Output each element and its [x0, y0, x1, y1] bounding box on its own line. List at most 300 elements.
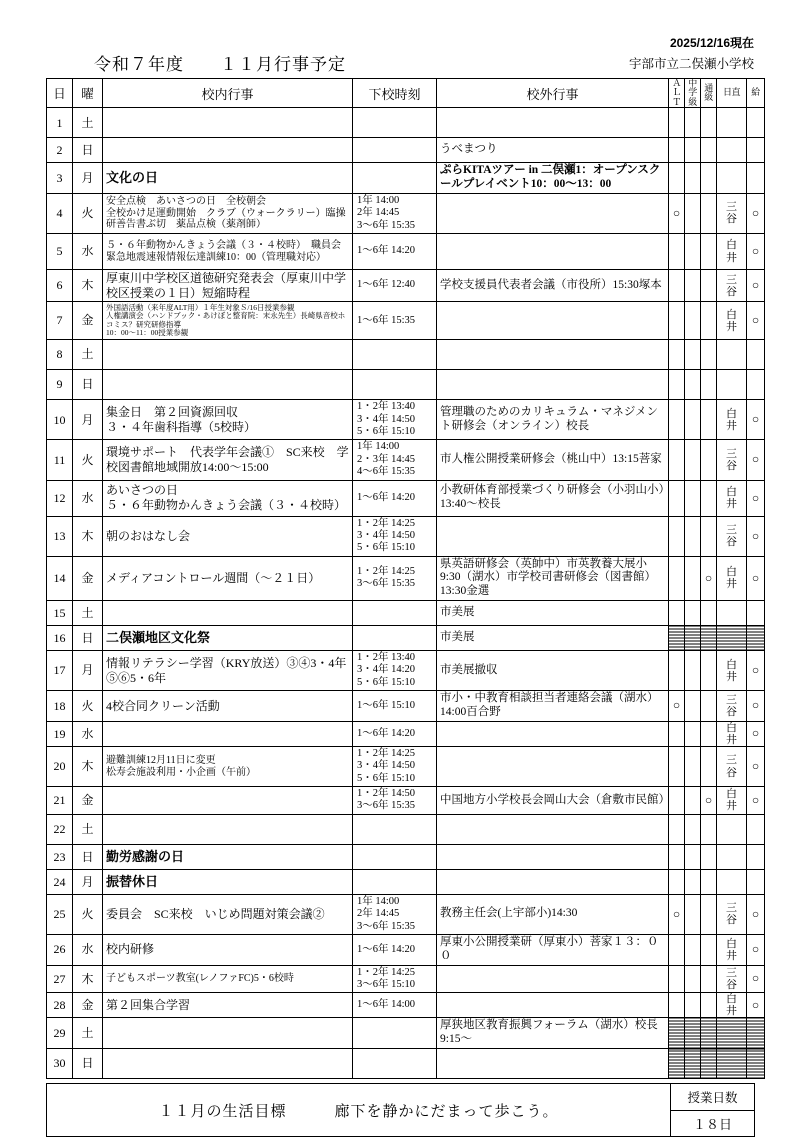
- cell-kyu-text: ○: [751, 490, 760, 505]
- cell-alt: [669, 601, 685, 626]
- cell-kyu-text: ○: [751, 528, 760, 543]
- cell-day-text: 21: [53, 793, 66, 808]
- cell-kyu: [747, 993, 765, 1018]
- cell-day: [47, 516, 73, 556]
- cell-dismissal-time-text: 1・2年 14:50 3〜6年 15:35: [357, 788, 416, 812]
- cell-mid: [685, 234, 701, 270]
- cell-day: [47, 814, 73, 844]
- cell-alt: [669, 370, 685, 400]
- col-time: 下校時刻: [353, 79, 437, 108]
- cell-kyu: [747, 480, 765, 516]
- cell-inside-event-text: 勤労感謝の日: [106, 848, 185, 864]
- cell-dow-text: 土: [81, 1025, 94, 1040]
- cell-nit: [717, 1049, 747, 1079]
- cell-kyu: [747, 516, 765, 556]
- cell-inside-event-text: メディアコントロール週間（〜２１日）: [106, 571, 321, 586]
- cell-day: [47, 894, 73, 934]
- cell-nit-text: 三 谷: [726, 902, 737, 927]
- cell-inside-event-text: 第２回集合学習: [106, 998, 191, 1013]
- cell-outside-event: [437, 993, 669, 1018]
- cell-dow-text: 日: [81, 1056, 94, 1071]
- cell-nit: [717, 163, 747, 194]
- cell-outside-event-text: 厚東小公開授業研（厚東小）菩家１３：００: [440, 935, 659, 962]
- cell-inside-event-text: [103, 354, 352, 356]
- cell-kyu: [747, 440, 765, 480]
- cell-outside-event: [437, 894, 669, 934]
- cell-day-text: 24: [53, 874, 66, 889]
- cell-dismissal-time: [353, 934, 437, 965]
- col-mid: 中学級: [685, 79, 701, 108]
- cell-inside-event: [103, 108, 353, 138]
- cell-inside-event: [103, 1018, 353, 1049]
- cell-dow: [73, 601, 103, 626]
- cell-mid: [685, 601, 701, 626]
- cell-dow: [73, 302, 103, 340]
- cell-dow-text: 木: [81, 971, 94, 986]
- cell-inside-event: [103, 721, 353, 746]
- cell-tsu: [701, 993, 717, 1018]
- cell-outside-event-text: [437, 212, 668, 214]
- table-row: [47, 516, 765, 556]
- cell-inside-event-text: 情報リテラシー学習（KRY放送）③④3・4年 ⑤⑥5・6年: [106, 655, 347, 685]
- col-outside: 校外行事: [437, 79, 669, 108]
- cell-day-text: 9: [56, 377, 63, 392]
- schedule-table: [46, 78, 765, 1079]
- cell-tsu: [701, 787, 717, 815]
- cell-day-text: 2: [56, 143, 63, 157]
- cell-nit-text: 白 井: [726, 239, 737, 264]
- cell-day-text: 13: [53, 528, 66, 543]
- cell-inside-event: [103, 746, 353, 786]
- cell-day: [47, 1018, 73, 1049]
- cell-dismissal-time: [353, 844, 437, 869]
- cell-nit-text: 三 谷: [726, 273, 737, 298]
- cell-inside-event: [103, 270, 353, 302]
- cell-inside-event: [103, 787, 353, 815]
- cell-alt-text: ○: [672, 205, 681, 220]
- cell-tsu: [701, 108, 717, 138]
- table-body: [47, 108, 765, 1079]
- cell-inside-event: [103, 163, 353, 194]
- table-row: [47, 721, 765, 746]
- cell-tsu: [701, 400, 717, 440]
- cell-mid: [685, 163, 701, 194]
- cell-dismissal-time-text: 1・2年 14:25 3〜6年 15:10: [357, 966, 416, 990]
- cell-day: [47, 400, 73, 440]
- cell-day: [47, 556, 73, 600]
- cell-alt: [669, 400, 685, 440]
- cell-dismissal-time-text: 1・2年 13:40 3・4年 14:50 5・6年 15:10: [357, 401, 416, 438]
- cell-alt: [669, 302, 685, 340]
- cell-alt: [669, 934, 685, 965]
- cell-outside-event: [437, 440, 669, 480]
- cell-tsu: [701, 965, 717, 993]
- cell-day-text: 14: [53, 571, 66, 586]
- cell-dow-text: 土: [81, 605, 94, 620]
- cell-tsu: [701, 234, 717, 270]
- cell-dow-text: 日: [81, 377, 94, 392]
- cell-tsu: [701, 869, 717, 894]
- cell-dismissal-time: [353, 869, 437, 894]
- cell-inside-event: [103, 814, 353, 844]
- cell-nit: [717, 138, 747, 163]
- cell-kyu-text: ○: [751, 942, 760, 957]
- cell-kyu: [747, 691, 765, 722]
- cell-alt: [669, 844, 685, 869]
- cell-mid: [685, 934, 701, 965]
- cell-dow-text: 火: [81, 206, 94, 221]
- cell-dow-text: 金: [81, 313, 94, 328]
- cell-outside-event: [437, 626, 669, 651]
- cell-dow-text: 水: [81, 490, 94, 505]
- cell-inside-event: [103, 302, 353, 340]
- col-nit: 日直: [717, 79, 747, 108]
- cell-outside-event: [437, 480, 669, 516]
- cell-outside-event: [437, 108, 669, 138]
- cell-kyu: [747, 1018, 765, 1049]
- cell-dow-text: 月: [81, 663, 94, 678]
- cell-outside-event-text: [437, 251, 668, 253]
- cell-kyu: [747, 814, 765, 844]
- cell-dismissal-time: [353, 626, 437, 651]
- cell-dow: [73, 965, 103, 993]
- cell-dismissal-time-text: 1〜6年 15:10: [357, 699, 416, 711]
- cell-day-text: 19: [53, 726, 66, 741]
- cell-dow-text: 火: [81, 907, 94, 922]
- cell-tsu: [701, 302, 717, 340]
- cell-tsu: [701, 721, 717, 746]
- cell-outside-event: [437, 370, 669, 400]
- cell-inside-event: [103, 516, 353, 556]
- cell-dow: [73, 138, 103, 163]
- cell-alt: [669, 270, 685, 302]
- cell-kyu-text: ○: [751, 412, 760, 427]
- cell-alt: [669, 993, 685, 1018]
- cell-inside-event-text: 外国語活動（来年度ALT用）１年生対象Ｓ/16日授業参観 人権講演会（ハンドブック・あけぼと整育院：末永先生）長崎県音校ホコミス？研究研修指導 10：00〜11：00授業参観: [106, 303, 346, 338]
- cell-alt: [669, 651, 685, 691]
- cell-kyu: [747, 556, 765, 600]
- cell-alt-text: ○: [672, 698, 681, 713]
- cell-outside-event-text: [437, 828, 668, 830]
- cell-outside-event: [437, 234, 669, 270]
- cell-outside-event: [437, 340, 669, 370]
- cell-dismissal-time-text: [353, 177, 436, 179]
- col-day: 日: [47, 79, 73, 108]
- cell-inside-event: [103, 400, 353, 440]
- cell-day-text: 12: [53, 490, 66, 505]
- cell-inside-event-text: 環境サポート 代表学年会議① SC来校 学校図書館地域開放14:00〜15:00: [106, 445, 349, 474]
- cell-dow-text: 月: [81, 170, 94, 185]
- cell-nit: [717, 193, 747, 233]
- cell-outside-event-text: 中国地方小学校長会岡山大会（倉敷市民館）: [440, 793, 670, 806]
- cell-dismissal-time-text: 1年 14:00 2年 14:45 3〜6年 15:35: [357, 895, 416, 932]
- cell-outside-event-text: 教務主任会(上宇部小)14:30: [440, 907, 578, 920]
- cell-kyu: [747, 869, 765, 894]
- cell-dow-text: 水: [81, 942, 94, 957]
- cell-mid: [685, 844, 701, 869]
- cell-inside-event-text: [103, 733, 352, 735]
- cell-dismissal-time: [353, 721, 437, 746]
- cell-dow-text: 土: [81, 822, 94, 837]
- cell-dow-text: 日: [81, 143, 94, 157]
- cell-alt: [669, 234, 685, 270]
- cell-tsu: [701, 1018, 717, 1049]
- cell-dismissal-time: [353, 601, 437, 626]
- cell-nit: [717, 965, 747, 993]
- cell-dow-text: 月: [81, 412, 94, 427]
- cell-day-text: 22: [53, 822, 66, 837]
- cell-day-text: 7: [56, 313, 63, 328]
- cell-nit-text: 白 井: [726, 658, 737, 683]
- cell-kyu: [747, 934, 765, 965]
- cell-dismissal-time: [353, 746, 437, 786]
- cell-dismissal-time: [353, 651, 437, 691]
- cell-inside-event-text: [103, 1032, 352, 1034]
- cell-outside-event-text: [437, 354, 668, 356]
- cell-kyu: [747, 400, 765, 440]
- cell-kyu-text: ○: [751, 244, 760, 259]
- cell-mid: [685, 302, 701, 340]
- cell-inside-event-text: 厚東川中学校区道徳研究発表会（厚東川中学校区授業の１日）短縮時程: [106, 271, 347, 300]
- cell-dismissal-time-text: [353, 612, 436, 614]
- cell-kyu-text: ○: [751, 313, 760, 328]
- cell-mid: [685, 746, 701, 786]
- cell-kyu-text: ○: [751, 971, 760, 986]
- cell-outside-event-text: 市小・中教育相談担当者連絡会議（湖水）14:00百合野: [440, 692, 659, 718]
- cell-dow: [73, 934, 103, 965]
- cell-mid: [685, 787, 701, 815]
- cell-dismissal-time-text: 1〜6年 15:35: [357, 314, 416, 326]
- cell-inside-event: [103, 556, 353, 600]
- table-row: [47, 138, 765, 163]
- cell-kyu-text: ○: [751, 726, 760, 741]
- cell-nit: [717, 787, 747, 815]
- cell-day-text: 8: [56, 347, 63, 362]
- cell-outside-event-text: [437, 320, 668, 322]
- cell-inside-event-text: 二俣瀬地区文化祭: [106, 630, 211, 646]
- table-row: [47, 270, 765, 302]
- cell-dow: [73, 556, 103, 600]
- cell-outside-event: [437, 787, 669, 815]
- cell-alt: [669, 556, 685, 600]
- cell-day: [47, 869, 73, 894]
- cell-tsu: [701, 601, 717, 626]
- cell-mid: [685, 1018, 701, 1049]
- table-row: [47, 844, 765, 869]
- table-row: [47, 993, 765, 1018]
- cell-inside-event-text: 振替休日: [106, 873, 159, 889]
- cell-kyu: [747, 1049, 765, 1079]
- cell-tsu: [701, 934, 717, 965]
- cell-outside-event-text: [437, 384, 668, 386]
- cell-dow-text: 日: [81, 849, 94, 864]
- cell-day: [47, 934, 73, 965]
- cell-inside-event-text: [103, 612, 352, 614]
- cell-dismissal-time-text: [353, 1063, 436, 1065]
- cell-kyu-text: ○: [751, 997, 760, 1012]
- cell-nit: [717, 894, 747, 934]
- cell-kyu: [747, 163, 765, 194]
- cell-inside-event-text: [103, 799, 352, 801]
- cell-dismissal-time: [353, 691, 437, 722]
- cell-dismissal-time: [353, 400, 437, 440]
- cell-kyu-text: ○: [751, 759, 760, 774]
- cell-nit: [717, 556, 747, 600]
- cell-dow-text: 水: [81, 726, 94, 741]
- cell-day: [47, 340, 73, 370]
- cell-alt: [669, 193, 685, 233]
- cell-inside-event-text: [103, 384, 352, 386]
- cell-tsu: [701, 746, 717, 786]
- cell-inside-event-text: 朝のおはなし会: [106, 528, 191, 543]
- cell-nit-text: 三 谷: [726, 693, 737, 718]
- cell-dow-text: 水: [81, 244, 94, 259]
- cell-dismissal-time: [353, 302, 437, 340]
- cell-dow-text: 土: [81, 115, 94, 130]
- cell-outside-event-text: [437, 1063, 668, 1065]
- cell-dow: [73, 400, 103, 440]
- table-row: [47, 814, 765, 844]
- cell-inside-event-text: [103, 1063, 352, 1065]
- cell-day-text: 26: [53, 942, 66, 957]
- cell-mid: [685, 993, 701, 1018]
- cell-nit: [717, 400, 747, 440]
- cell-nit-text: 白 井: [726, 788, 737, 813]
- cell-kyu: [747, 746, 765, 786]
- cell-dow-text: 日: [81, 630, 94, 645]
- table-header-row: [47, 79, 765, 108]
- cell-dismissal-time: [353, 138, 437, 163]
- cell-nit-text: 白 井: [726, 937, 737, 962]
- cell-alt: [669, 787, 685, 815]
- cell-outside-event: [437, 965, 669, 993]
- cell-inside-event-text: 校内研修: [106, 942, 155, 957]
- cell-mid: [685, 193, 701, 233]
- cell-outside-event: [437, 270, 669, 302]
- cell-dow-text: 金: [81, 998, 94, 1013]
- cell-alt: [669, 814, 685, 844]
- cell-dismissal-time-text: 1・2年 14:25 3・4年 14:50 5・6年 15:10: [357, 747, 416, 784]
- cell-nit: [717, 601, 747, 626]
- cell-day-text: 15: [53, 605, 66, 620]
- cell-dismissal-time: [353, 340, 437, 370]
- cell-dow-text: 金: [81, 571, 94, 586]
- cell-inside-event-text: [103, 828, 352, 830]
- cell-day: [47, 193, 73, 233]
- cell-mid: [685, 270, 701, 302]
- cell-dow-text: 木: [81, 528, 94, 543]
- cell-dow: [73, 691, 103, 722]
- cell-mid: [685, 721, 701, 746]
- col-inside: 校内行事: [103, 79, 353, 108]
- col-kyu: 給: [747, 79, 765, 108]
- table-row: [47, 934, 765, 965]
- cell-dow: [73, 869, 103, 894]
- class-days-value: １８日: [671, 1110, 755, 1137]
- cell-inside-event: [103, 651, 353, 691]
- cell-dow-text: 木: [81, 759, 94, 774]
- cell-day: [47, 993, 73, 1018]
- cell-nit: [717, 651, 747, 691]
- cell-outside-event-text: [437, 1004, 668, 1006]
- table-row: [47, 869, 765, 894]
- table-row: [47, 626, 765, 651]
- cell-nit: [717, 993, 747, 1018]
- cell-day: [47, 440, 73, 480]
- cell-day: [47, 302, 73, 340]
- cell-nit-text: 白 井: [726, 993, 737, 1018]
- cell-outside-event: [437, 651, 669, 691]
- cell-inside-event: [103, 440, 353, 480]
- cell-dismissal-time-text: 1〜6年 14:20: [357, 491, 416, 503]
- cell-dow: [73, 993, 103, 1018]
- cell-nit: [717, 814, 747, 844]
- cell-day-text: 6: [56, 278, 63, 293]
- cell-dismissal-time-text: [353, 354, 436, 356]
- cell-outside-event: [437, 869, 669, 894]
- cell-mid: [685, 626, 701, 651]
- cell-dismissal-time: [353, 965, 437, 993]
- cell-dow: [73, 787, 103, 815]
- cell-dismissal-time-text: [353, 881, 436, 883]
- cell-outside-event: [437, 814, 669, 844]
- table-row: [47, 1049, 765, 1079]
- cell-inside-event-text: ５・６年動物かんきょう会議（３・４校時） 職員会 緊急地震速報情報伝達訓練10：00（管理職対応）: [106, 239, 341, 263]
- cell-nit-text: 三 谷: [726, 966, 737, 991]
- cell-tsu: [701, 894, 717, 934]
- cell-dismissal-time: [353, 193, 437, 233]
- document-header: [46, 34, 754, 74]
- cell-inside-event-text: [103, 122, 352, 124]
- cell-kyu-text: ○: [751, 792, 760, 807]
- cell-inside-event-text: 集金日 第２回資源回収 ３・４年歯科指導（5校時）: [106, 405, 257, 434]
- cell-alt: [669, 894, 685, 934]
- cell-dismissal-time-text: [353, 1032, 436, 1034]
- cell-dow-text: 月: [81, 874, 94, 889]
- cell-inside-event: [103, 691, 353, 722]
- cell-inside-event-text: 4校合同クリーン活動: [106, 698, 220, 713]
- cell-outside-event-text: 市美展: [440, 606, 475, 619]
- table-row: [47, 746, 765, 786]
- cell-day-text: 27: [53, 971, 66, 986]
- cell-tsu: [701, 193, 717, 233]
- cell-tsu: [701, 516, 717, 556]
- cell-day-text: 20: [53, 759, 66, 774]
- cell-day: [47, 651, 73, 691]
- cell-outside-event-text: 市美展: [440, 631, 475, 644]
- table-row: [47, 440, 765, 480]
- table-row: [47, 787, 765, 815]
- cell-alt: [669, 163, 685, 194]
- cell-kyu-text: ○: [751, 278, 760, 293]
- cell-alt: [669, 626, 685, 651]
- cell-nit: [717, 934, 747, 965]
- cell-kyu: [747, 340, 765, 370]
- cell-day: [47, 965, 73, 993]
- cell-dismissal-time: [353, 234, 437, 270]
- cell-dismissal-time: [353, 440, 437, 480]
- cell-dow: [73, 626, 103, 651]
- cell-inside-event-text: 安全点検 あいさつの日 全校朝会 全校かけ足運動開始 クラブ（ウォークラリー）臨操研善告書ぶ切 薬品点検（薬剤師）: [106, 195, 346, 231]
- cell-tsu: [701, 480, 717, 516]
- cell-dismissal-time-text: 1〜6年 14:00: [357, 999, 416, 1011]
- cell-dismissal-time-text: 1年 14:00 2年 14:45 3〜6年 15:35: [357, 194, 416, 231]
- cell-outside-event-text: [437, 978, 668, 980]
- cell-inside-event: [103, 869, 353, 894]
- cell-day-text: 11: [53, 452, 66, 467]
- cell-kyu: [747, 787, 765, 815]
- cell-nit: [717, 746, 747, 786]
